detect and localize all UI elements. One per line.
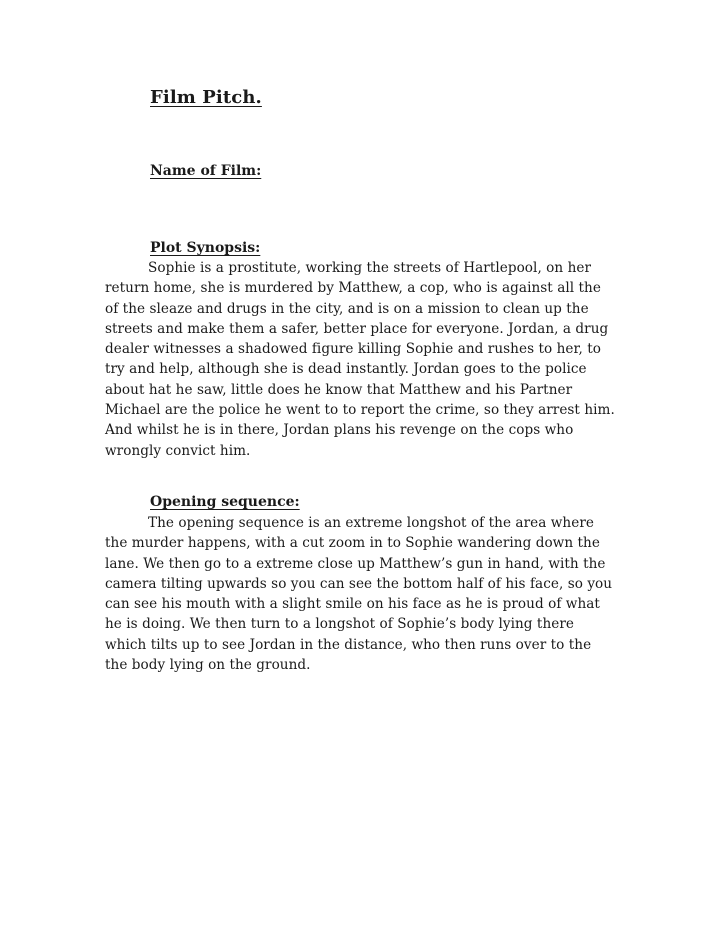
plot-synopsis-paragraph <box>105 258 625 461</box>
document-title: Film Pitch. <box>150 87 262 108</box>
plot-synopsis-line: And whilst he is in there, Jordan plans his revenge on the cops who <box>105 422 574 439</box>
opening-sequence-line: the murder happens, with a cut zoom in to Sophie wandering down the <box>105 535 600 552</box>
name-of-film-label: Name of Film: <box>150 163 262 179</box>
plot-synopsis-heading: Plot Synopsis: <box>150 240 261 256</box>
opening-sequence-line: The opening sequence is an extreme longshot of the area where <box>148 515 594 531</box>
plot-synopsis-line: dealer witnesses a shadowed figure killing Sophie and rushes to her, to <box>105 341 602 358</box>
opening-sequence-heading: Opening sequence: <box>150 494 300 510</box>
opening-sequence-line: can see his mouth with a slight smile on his face as he is proud of what <box>105 596 600 613</box>
opening-sequence-line: which tilts up to see Jordan in the distance, who then runs over to the <box>105 636 592 653</box>
plot-synopsis-line: try and help, although she is dead instantly. Jordan goes to the police <box>105 361 587 378</box>
opening-sequence-line: lane. We then go to a extreme close up Matthew’s gun in hand, with the <box>105 555 606 572</box>
opening-sequence-line: the body lying on the ground. <box>105 657 311 674</box>
opening-sequence-paragraph <box>105 513 625 675</box>
plot-synopsis-line: wrongly convict him. <box>105 442 251 459</box>
plot-synopsis-line: Sophie is a prostitute, working the streets of Hartlepool, on her <box>148 260 592 276</box>
plot-synopsis-line: of the sleaze and drugs in the city, and is on a mission to clean up the <box>105 300 589 317</box>
opening-sequence-line: camera tilting upwards so you can see the bottom half of his face, so you <box>105 575 613 592</box>
plot-synopsis-line: streets and make them a safer, better place for everyone. Jordan, a drug <box>105 320 609 337</box>
plot-synopsis-line: about hat he saw, little does he know that Matthew and his Partner <box>105 381 573 398</box>
plot-synopsis-line: return home, she is murdered by Matthew, a cop, who is against all the <box>105 280 601 297</box>
plot-synopsis-line: Michael are the police he went to to report the crime, so they arrest him. <box>105 402 615 419</box>
opening-sequence-line: he is doing. We then turn to a longshot of Sophie’s body lying there <box>105 616 574 633</box>
